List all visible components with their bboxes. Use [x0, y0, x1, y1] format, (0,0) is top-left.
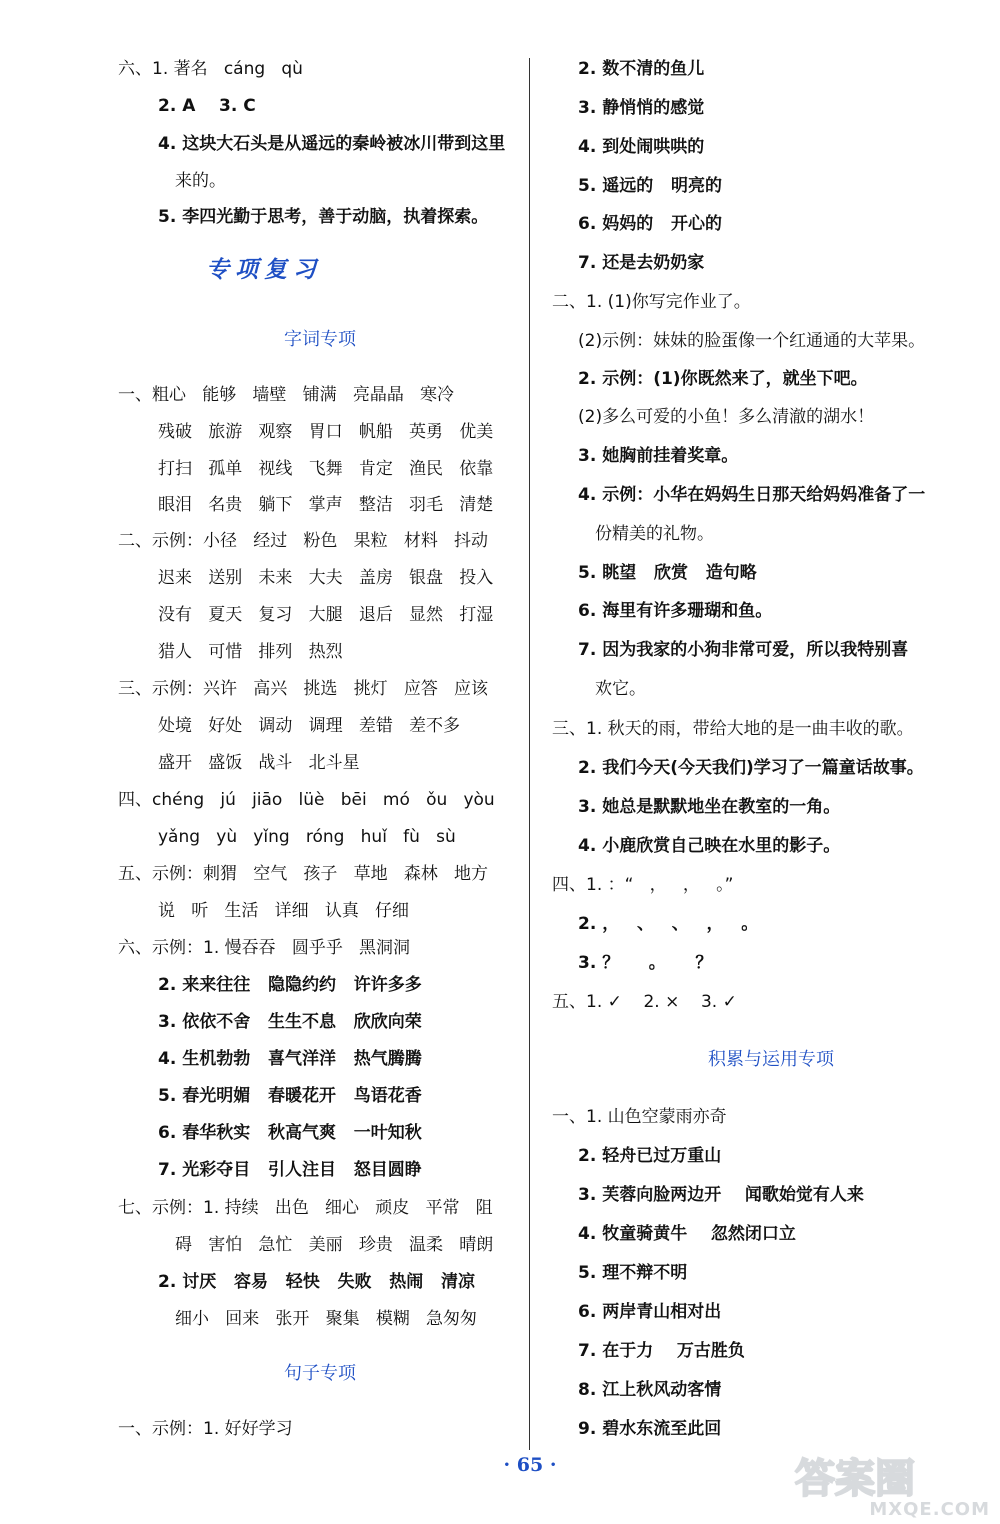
- answer-line: 3. 她总是默默地坐在教室的一角。: [578, 797, 841, 817]
- answer-line: 3. 静悄悄的感觉: [578, 98, 705, 118]
- section-heading-words: 字词专项: [284, 329, 356, 350]
- answer-line: 4. 小鹿欣赏自己映在水里的影子。: [578, 836, 841, 856]
- answer-line: 份精美的礼物。: [595, 524, 714, 544]
- answer-line: 说 听 生活 详细 认真 仔细: [158, 901, 410, 921]
- answer-line: 4. 生机勃勃 喜气洋洋 热气腾腾: [158, 1049, 422, 1069]
- answer-line: 3. 她胸前挂着奖章。: [578, 446, 739, 466]
- answer-line: 来的。: [175, 171, 226, 191]
- answer-line: 2. ， 、 、 ， 。: [578, 914, 759, 934]
- answer-line: 一、1. 山色空蒙雨亦奇: [552, 1107, 727, 1127]
- answer-line: 猎人 可惜 排列 热烈: [158, 642, 343, 662]
- answer-line: 7. 因为我家的小狗非常可爱，所以我特别喜: [578, 640, 909, 660]
- section-heading-accumulation: 积累与运用专项: [708, 1049, 834, 1070]
- answer-line: 一、粗心 能够 墙壁 铺满 亮晶晶 寒冷: [118, 385, 455, 405]
- answer-line: 盛开 盛饭 战斗 北斗星: [158, 753, 360, 773]
- answer-line: 3. ？ 。 ？: [578, 953, 713, 973]
- answer-line: 5. 理不辩不明: [578, 1263, 688, 1283]
- answer-line: 残破 旅游 观察 胃口 帆船 英勇 优美: [158, 422, 494, 442]
- answer-line: 2. 数不清的鱼儿: [578, 59, 705, 79]
- page-title: 专项复习: [206, 256, 322, 283]
- answer-line: 六、示例：1. 慢吞吞 圆乎乎 黑洞洞: [118, 938, 411, 958]
- answer-line: 2. 轻舟已过万重山: [578, 1146, 722, 1166]
- answer-line: 5. 李四光勤于思考，善于动脑，执着探索。: [158, 207, 489, 227]
- answer-line: 3. 依依不舍 生生不息 欣欣向荣: [158, 1012, 422, 1032]
- answer-line: 5. 遥远的 明亮的: [578, 176, 722, 196]
- answer-line: 2. 我们今天(今天我们)学习了一篇童话故事。: [578, 758, 924, 778]
- answer-line: 五、示例：刺猬 空气 孩子 草地 森林 地方: [118, 864, 489, 884]
- watermark-logo: [716, 1450, 994, 1500]
- answer-line: 眼泪 名贵 躺下 掌声 整洁 羽毛 清楚: [158, 495, 494, 515]
- answer-line: 7. 在于力 万古胜负: [578, 1341, 745, 1361]
- answer-line: 4. 这块大石头是从遥远的秦岭被冰川带到这里: [158, 134, 506, 154]
- answer-line: 5. 眺望 欣赏 造句略: [578, 563, 757, 583]
- answer-line: 8. 江上秋风动客情: [578, 1380, 722, 1400]
- watermark-logo-text: 答案圈: [795, 1456, 915, 1500]
- answer-line: 2. A 3. C: [158, 96, 256, 116]
- answer-line: 3. 芙蓉向脸两边开 闻歌始觉有人来: [578, 1185, 864, 1205]
- answer-line: 七、示例：1. 持续 出色 细心 顽皮 平常 阻: [118, 1198, 493, 1218]
- answer-line: (2)示例：妹妹的脸蛋像一个红通通的大苹果。: [578, 331, 926, 351]
- answer-line: 细小 回来 张开 聚集 模糊 急匆匆: [175, 1309, 478, 1329]
- answer-line: 二、1. (1)你写完作业了。: [552, 292, 751, 312]
- answer-line: 处境 好处 调动 调理 差错 差不多: [158, 716, 461, 736]
- answer-line: 欢它。: [595, 679, 646, 699]
- answer-line: 4. 牧童骑黄牛 忽然闭口立: [578, 1224, 796, 1244]
- page-number: · 65 ·: [503, 1454, 557, 1476]
- answer-line: 2. 示例：(1)你既然来了，就坐下吧。: [578, 369, 868, 389]
- answer-line: 4. 示例：小华在妈妈生日那天给妈妈准备了一: [578, 485, 926, 505]
- answer-line: 碍 害怕 急忙 美丽 珍贵 温柔 晴朗: [175, 1235, 494, 1255]
- section-heading-sentences: 句子专项: [284, 1363, 356, 1384]
- answer-line: 一、示例：1. 好好学习: [118, 1419, 293, 1439]
- answer-line: 没有 夏天 复习 大腿 退后 显然 打湿: [158, 605, 494, 625]
- watermark: [716, 1450, 996, 1520]
- answer-line: 6. 春华秋实 秋高气爽 一叶知秋: [158, 1123, 422, 1143]
- answer-line: 四、1. ：“ ， ， 。”: [552, 875, 734, 895]
- column-divider: [529, 58, 530, 1450]
- watermark-url: MXQE.COM: [869, 1499, 990, 1520]
- answer-line: 2. 讨厌 容易 轻快 失败 热闹 清凉: [158, 1272, 475, 1292]
- answer-line: (2)多么可爱的小鱼！多么清澈的湖水！: [578, 407, 875, 427]
- answer-line: 二、示例：小径 经过 粉色 果粒 材料 抖动: [118, 531, 489, 551]
- answer-line: 迟来 送别 未来 大夫 盖房 银盘 投入: [158, 568, 494, 588]
- answer-line: 4. 到处闹哄哄的: [578, 137, 705, 157]
- answer-line: 三、1. 秋天的雨，带给大地的是一曲丰收的歌。: [552, 719, 914, 739]
- answer-line: 6. 妈妈的 开心的: [578, 214, 722, 234]
- answer-line: 三、示例：兴许 高兴 挑选 挑灯 应答 应该: [118, 679, 489, 699]
- answer-line: 六、1. 著名 cáng qù: [118, 59, 303, 79]
- answer-line: 7. 还是去奶奶家: [578, 253, 705, 273]
- answer-line: 2. 来来往往 隐隐约约 许许多多: [158, 975, 422, 995]
- answer-line: 打扫 孤单 视线 飞舞 肯定 渔民 依靠: [158, 459, 494, 479]
- answer-line: 9. 碧水东流至此回: [578, 1419, 722, 1439]
- answer-line: 7. 光彩夺目 引人注目 怒目圆睁: [158, 1160, 422, 1180]
- answer-line: yǎng yù yǐng róng huǐ fù sù: [158, 827, 456, 847]
- answer-line: 6. 海里有许多珊瑚和鱼。: [578, 601, 773, 621]
- answer-line: 四、chéng jú jiāo lüè bēi mó ǒu yòu: [118, 790, 495, 810]
- answer-line: 5. 春光明媚 春暖花开 鸟语花香: [158, 1086, 422, 1106]
- answer-line: 五、1. ✓ 2. × 3. ✓: [552, 992, 737, 1012]
- answer-line: 6. 两岸青山相对出: [578, 1302, 722, 1322]
